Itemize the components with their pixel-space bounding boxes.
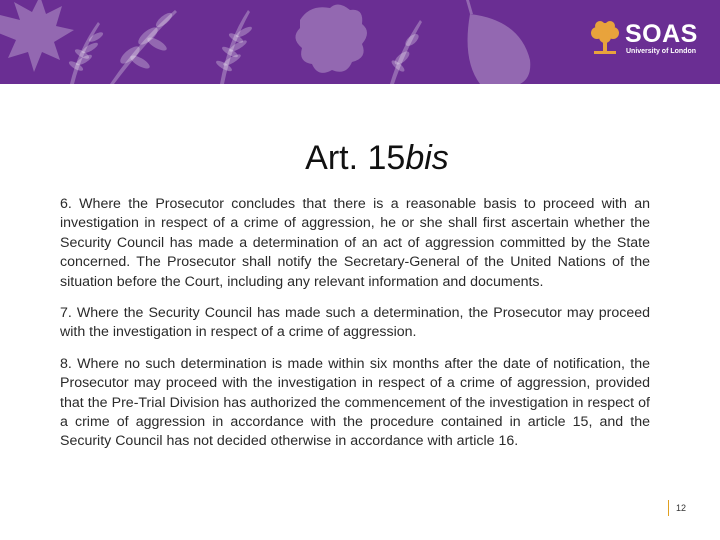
paragraph-6: 6. Where the Prosecutor concludes that there is a reasonable basis to proceed with an investigation in respect of a crime of aggression, he or she shall first ascertain whether the Security Council has made a determination of an act of aggression committed by the State concerned. The Prosecutor shall notify the Secretary-General of the United Nations of the situation before the Court, including any relevant information and documents. xyxy=(60,196,650,290)
logo-wordmark: SOAS xyxy=(625,20,698,48)
title-italic: bis xyxy=(405,139,449,177)
article-body xyxy=(60,195,650,464)
logo-subtitle: University of London xyxy=(626,48,696,55)
header-banner xyxy=(0,0,720,84)
title-main: Art. 15 xyxy=(305,139,406,177)
tree-logo-icon xyxy=(588,20,622,56)
paragraph-7: 7. Where the Security Council has made such a determination, the Prosecutor may proceed with the investigation in respect of a crime of aggression. xyxy=(60,305,650,341)
soas-logo[interactable] xyxy=(588,20,708,60)
slide-title xyxy=(0,136,720,180)
paragraph-8: 8. Where no such determination is made within six months after the date of notification, the Prosecutor may proceed with the investigation in respect of a crime of aggression, provided that the Pre-Trial Division has authorized the commencement of the investigation in respect of a crime of aggression in accordance with the procedure contained in article 15, and the Security Council has not decided otherwise in accordance with article 16. xyxy=(60,355,650,450)
page-number: 12 xyxy=(668,500,686,516)
